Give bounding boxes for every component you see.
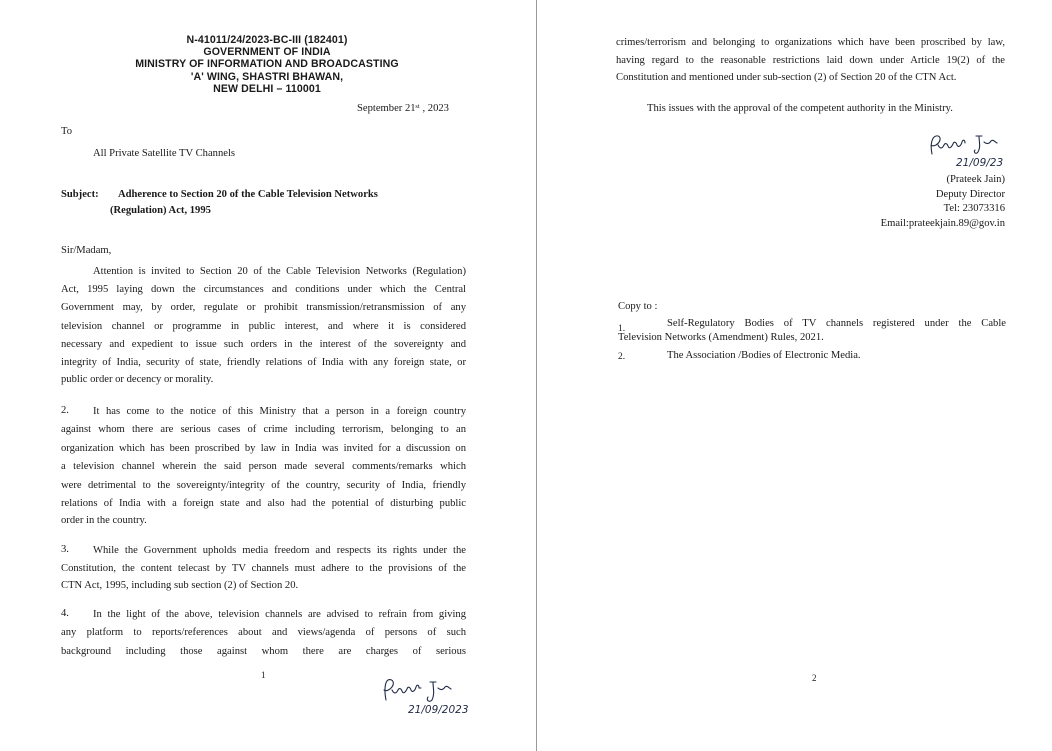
- signature-date: 21/09/2023: [408, 704, 469, 716]
- continued-line: Constitution and mentioned under sub-section (2) of Section 20 of the CTN Act.: [616, 72, 957, 83]
- signature-drawing: [926, 132, 1026, 174]
- signature-drawing: [378, 676, 493, 720]
- subject-line-1: Adherence to Section 20 of the Cable Television Networks: [118, 189, 378, 200]
- salutation: Sir/Madam,: [61, 245, 112, 256]
- paragraph-2-line: order in the country.: [61, 515, 147, 526]
- copy-item-number: 2.: [618, 352, 626, 362]
- copy-item-line: The Association /Bodies of Electronic Media.: [667, 350, 861, 361]
- paragraph-1-line: Government may, by order, regulate or prohibit transmission/retransmission of any: [61, 302, 466, 313]
- letter-date: September 21ˢᵗ , 2023: [357, 103, 449, 114]
- paragraph-4-line: background including those against whom there are charges of serious: [61, 646, 466, 657]
- paragraph-4-line: any platform to reports/references about and views/agenda of persons of such: [61, 627, 466, 638]
- paragraph-1-line: television channel or programme in public interest, and where it is considered: [61, 321, 466, 332]
- copy-to-label: Copy to :: [618, 301, 658, 312]
- paragraph-3-line: While the Government upholds media freedom and respects its rights under the: [93, 545, 466, 556]
- continued-line: crimes/terrorism and belonging to organizations which have been proscribed by law,: [616, 37, 1005, 48]
- paragraph-4-number: 4.: [61, 608, 69, 619]
- paragraph-2-number: 2.: [61, 405, 69, 416]
- paragraph-2-line: It has come to the notice of this Ministry that a person in a foreign country: [93, 406, 466, 417]
- paragraph-2-line: were detrimental to the sovereignty/integrity of the country, security of India, friendly: [61, 480, 466, 491]
- government-heading: GOVERNMENT OF INDIA: [203, 46, 331, 58]
- paragraph-4-line: In the light of the above, television channels are advised to refrain from giving: [93, 609, 466, 620]
- signatory-name: (Prateek Jain): [946, 174, 1005, 185]
- copy-item-number: 1.: [618, 324, 626, 334]
- recipient: All Private Satellite TV Channels: [93, 148, 236, 159]
- paragraph-1-line: necessary and expedient to issue such orders in the interest of the sovereignty and: [61, 339, 466, 350]
- approval-note: This issues with the approval of the competent authority in the Ministry.: [647, 103, 953, 114]
- address-line-2: NEW DELHI – 110001: [213, 83, 321, 95]
- paragraph-3-line: CTN Act, 1995, including sub section (2) of Section 20.: [61, 580, 299, 591]
- page-number-2: 2: [812, 673, 817, 683]
- page-number-1: 1: [261, 670, 266, 680]
- paragraph-1-line: Attention is invited to Section 20 of the Cable Television Networks (Regulation): [93, 266, 466, 277]
- handwritten-signature: [378, 676, 493, 720]
- signatory-email: Email:prateekjain.89@gov.in: [880, 218, 1005, 229]
- signature-date: 21/09/23: [956, 157, 1004, 169]
- reference-number: N-41011/24/2023-BC-III (182401): [186, 34, 348, 46]
- signatory-telephone: Tel: 23073316: [943, 203, 1005, 214]
- ministry-heading: MINISTRY OF INFORMATION AND BROADCASTING: [135, 58, 399, 70]
- document-page-2: [541, 0, 1052, 751]
- paragraph-2-line: relations of India with a foreign state and also had the potential of disturbing public: [61, 498, 466, 509]
- subject-label: Subject:: [61, 189, 99, 200]
- paragraph-3-line: Constitution, the content telecast by TV channels must adhere to the provisions of the: [61, 563, 466, 574]
- paragraph-1-line: public order or decency or morality.: [61, 374, 214, 385]
- copy-item-line: Self-Regulatory Bodies of TV channels registered under the Cable: [667, 318, 1006, 329]
- paragraph-2-line: a television channel wherein the said person made several comments/remarks which: [61, 461, 466, 472]
- paragraph-1-line: integrity of India, security of state, friendly relations of India with any foreign state, or: [61, 357, 466, 368]
- subject-line-2: (Regulation) Act, 1995: [110, 205, 211, 216]
- paragraph-3-number: 3.: [61, 544, 69, 555]
- address-line-1: 'A' WING, SHASTRI BHAWAN,: [190, 71, 344, 83]
- signatory-designation: Deputy Director: [935, 189, 1005, 200]
- handwritten-signature: [926, 132, 1026, 174]
- paragraph-2-line: organization which has been proscribed by law in India was invited for a discussion on: [61, 443, 466, 454]
- paragraph-1-line: Act, 1995 laying down the circumstances and conditions under which the Central: [61, 284, 466, 295]
- to-label: To: [61, 126, 73, 137]
- paragraph-2-line: against whom there are serious cases of crime including terrorism, belonging to an: [61, 424, 466, 435]
- copy-item-line: Television Networks (Amendment) Rules, 2021.: [618, 332, 824, 343]
- continued-line: having regard to the reasonable restrictions laid down under Article 19(2) of the: [616, 55, 1005, 66]
- page-divider: [536, 0, 537, 751]
